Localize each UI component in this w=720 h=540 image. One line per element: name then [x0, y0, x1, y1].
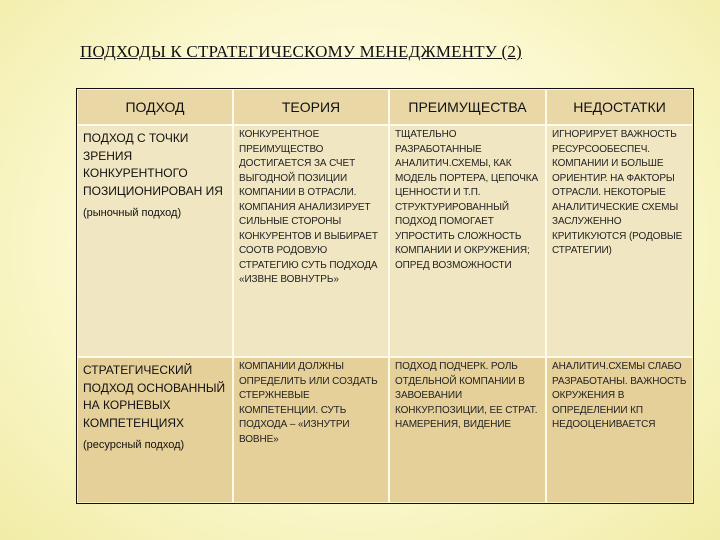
header-approach: ПОДХОД [78, 90, 233, 125]
table-row [78, 125, 692, 357]
approaches-table [78, 90, 692, 502]
approach-name: СТРАТЕГИЧЕСКИЙ ПОДХОД ОСНОВАННЫЙ НА КОРНЕВЫХ КОМПЕТЕНЦИЯХ [83, 363, 226, 430]
theory-cell: КОМПАНИИ ДОЛЖНЫ ОПРЕДЕЛИТЬ ИЛИ СОЗДАТЬ СТЕРЖНЕВЫЕ КОМПЕТЕНЦИИ. СУТЬ ПОДХОДА – «ИЗНУТРИ ВОВНЕ» [233, 357, 389, 502]
slide-title: ПОДХОДЫ К СТРАТЕГИЧЕСКОМУ МЕНЕДЖМЕНТУ (2) [80, 42, 522, 61]
header-advantages: ПРЕИМУЩЕСТВА [389, 90, 546, 125]
advantages-cell: ТЩАТЕЛЬНО РАЗРАБОТАННЫЕ АНАЛИТИЧ.СХЕМЫ, КАК МОДЕЛЬ ПОРТЕРА, ЦЕПОЧКА ЦЕННОСТИ И Т.П. СТРУКТУРИРОВАННЫЙ ПОДХОД ПОМОГАЕТ УПРОСТИТЬ СЛОЖНОСТЬ КОМПАНИИ И ОКРУЖЕНИЯ; ОПРЕД ВОЗМОЖНОСТИ [389, 125, 546, 357]
header-disadvantages: НЕДОСТАТКИ [546, 90, 692, 125]
approach-name: ПОДХОД С ТОЧКИ ЗРЕНИЯ КОНКУРЕНТНОГО ПОЗИЦИОНИРОВАН ИЯ [83, 131, 223, 198]
approach-subtitle: (рыночный подход) [83, 207, 182, 219]
table-row [78, 357, 692, 502]
approach-cell [78, 357, 233, 502]
table-header-row [78, 90, 692, 125]
approach-cell [78, 125, 233, 357]
theory-cell: КОНКУРЕНТНОЕ ПРЕИМУЩЕСТВО ДОСТИГАЕТСЯ ЗА СЧЕТ ВЫГОДНОЙ ПОЗИЦИИ КОМПАНИИ В ОТРАСЛИ. КОМПАНИЯ АНАЛИЗИРУЕТ СИЛЬНЫЕ СТОРОНЫ КОНКУРЕНТОВ И ВЫБИРАЕТ СООТВ РОДОВУЮ СТРАТЕГИЮ СУТЬ ПОДХОДА «ИЗВНЕ ВОВНУТРЬ» [233, 125, 389, 357]
header-theory: ТЕОРИЯ [233, 90, 389, 125]
advantages-cell: ПОДХОД ПОДЧЕРК. РОЛЬ ОТДЕЛЬНОЙ КОМПАНИИ В ЗАВОЕВАНИИ КОНКУР.ПОЗИЦИИ, ЕЕ СТРАТ. НАМЕРЕНИЯ, ВИДЕНИЕ [389, 357, 546, 502]
approach-subtitle: (ресурсный подход) [83, 439, 185, 451]
disadvantages-cell: ИГНОРИРУЕТ ВАЖНОСТЬ РЕСУРСООБЕСПЕЧ. КОМПАНИИ И БОЛЬШЕ ОРИЕНТИР. НА ФАКТОРЫ ОТРАСЛИ. НЕКОТОРЫЕ АНАЛИТИЧЕСКИЕ СХЕМЫ ЗАСЛУЖЕННО КРИТИКУЮТСЯ (РОДОВЫЕ СТРАТЕГИИ) [546, 125, 692, 357]
disadvantages-cell: АНАЛИТИЧ.СХЕМЫ СЛАБО РАЗРАБОТАНЫ. ВАЖНОСТЬ ОКРУЖЕНИЯ В ОПРЕДЕЛЕНИИ КП НЕДООЦЕНИВАЕТСЯ [546, 357, 692, 502]
